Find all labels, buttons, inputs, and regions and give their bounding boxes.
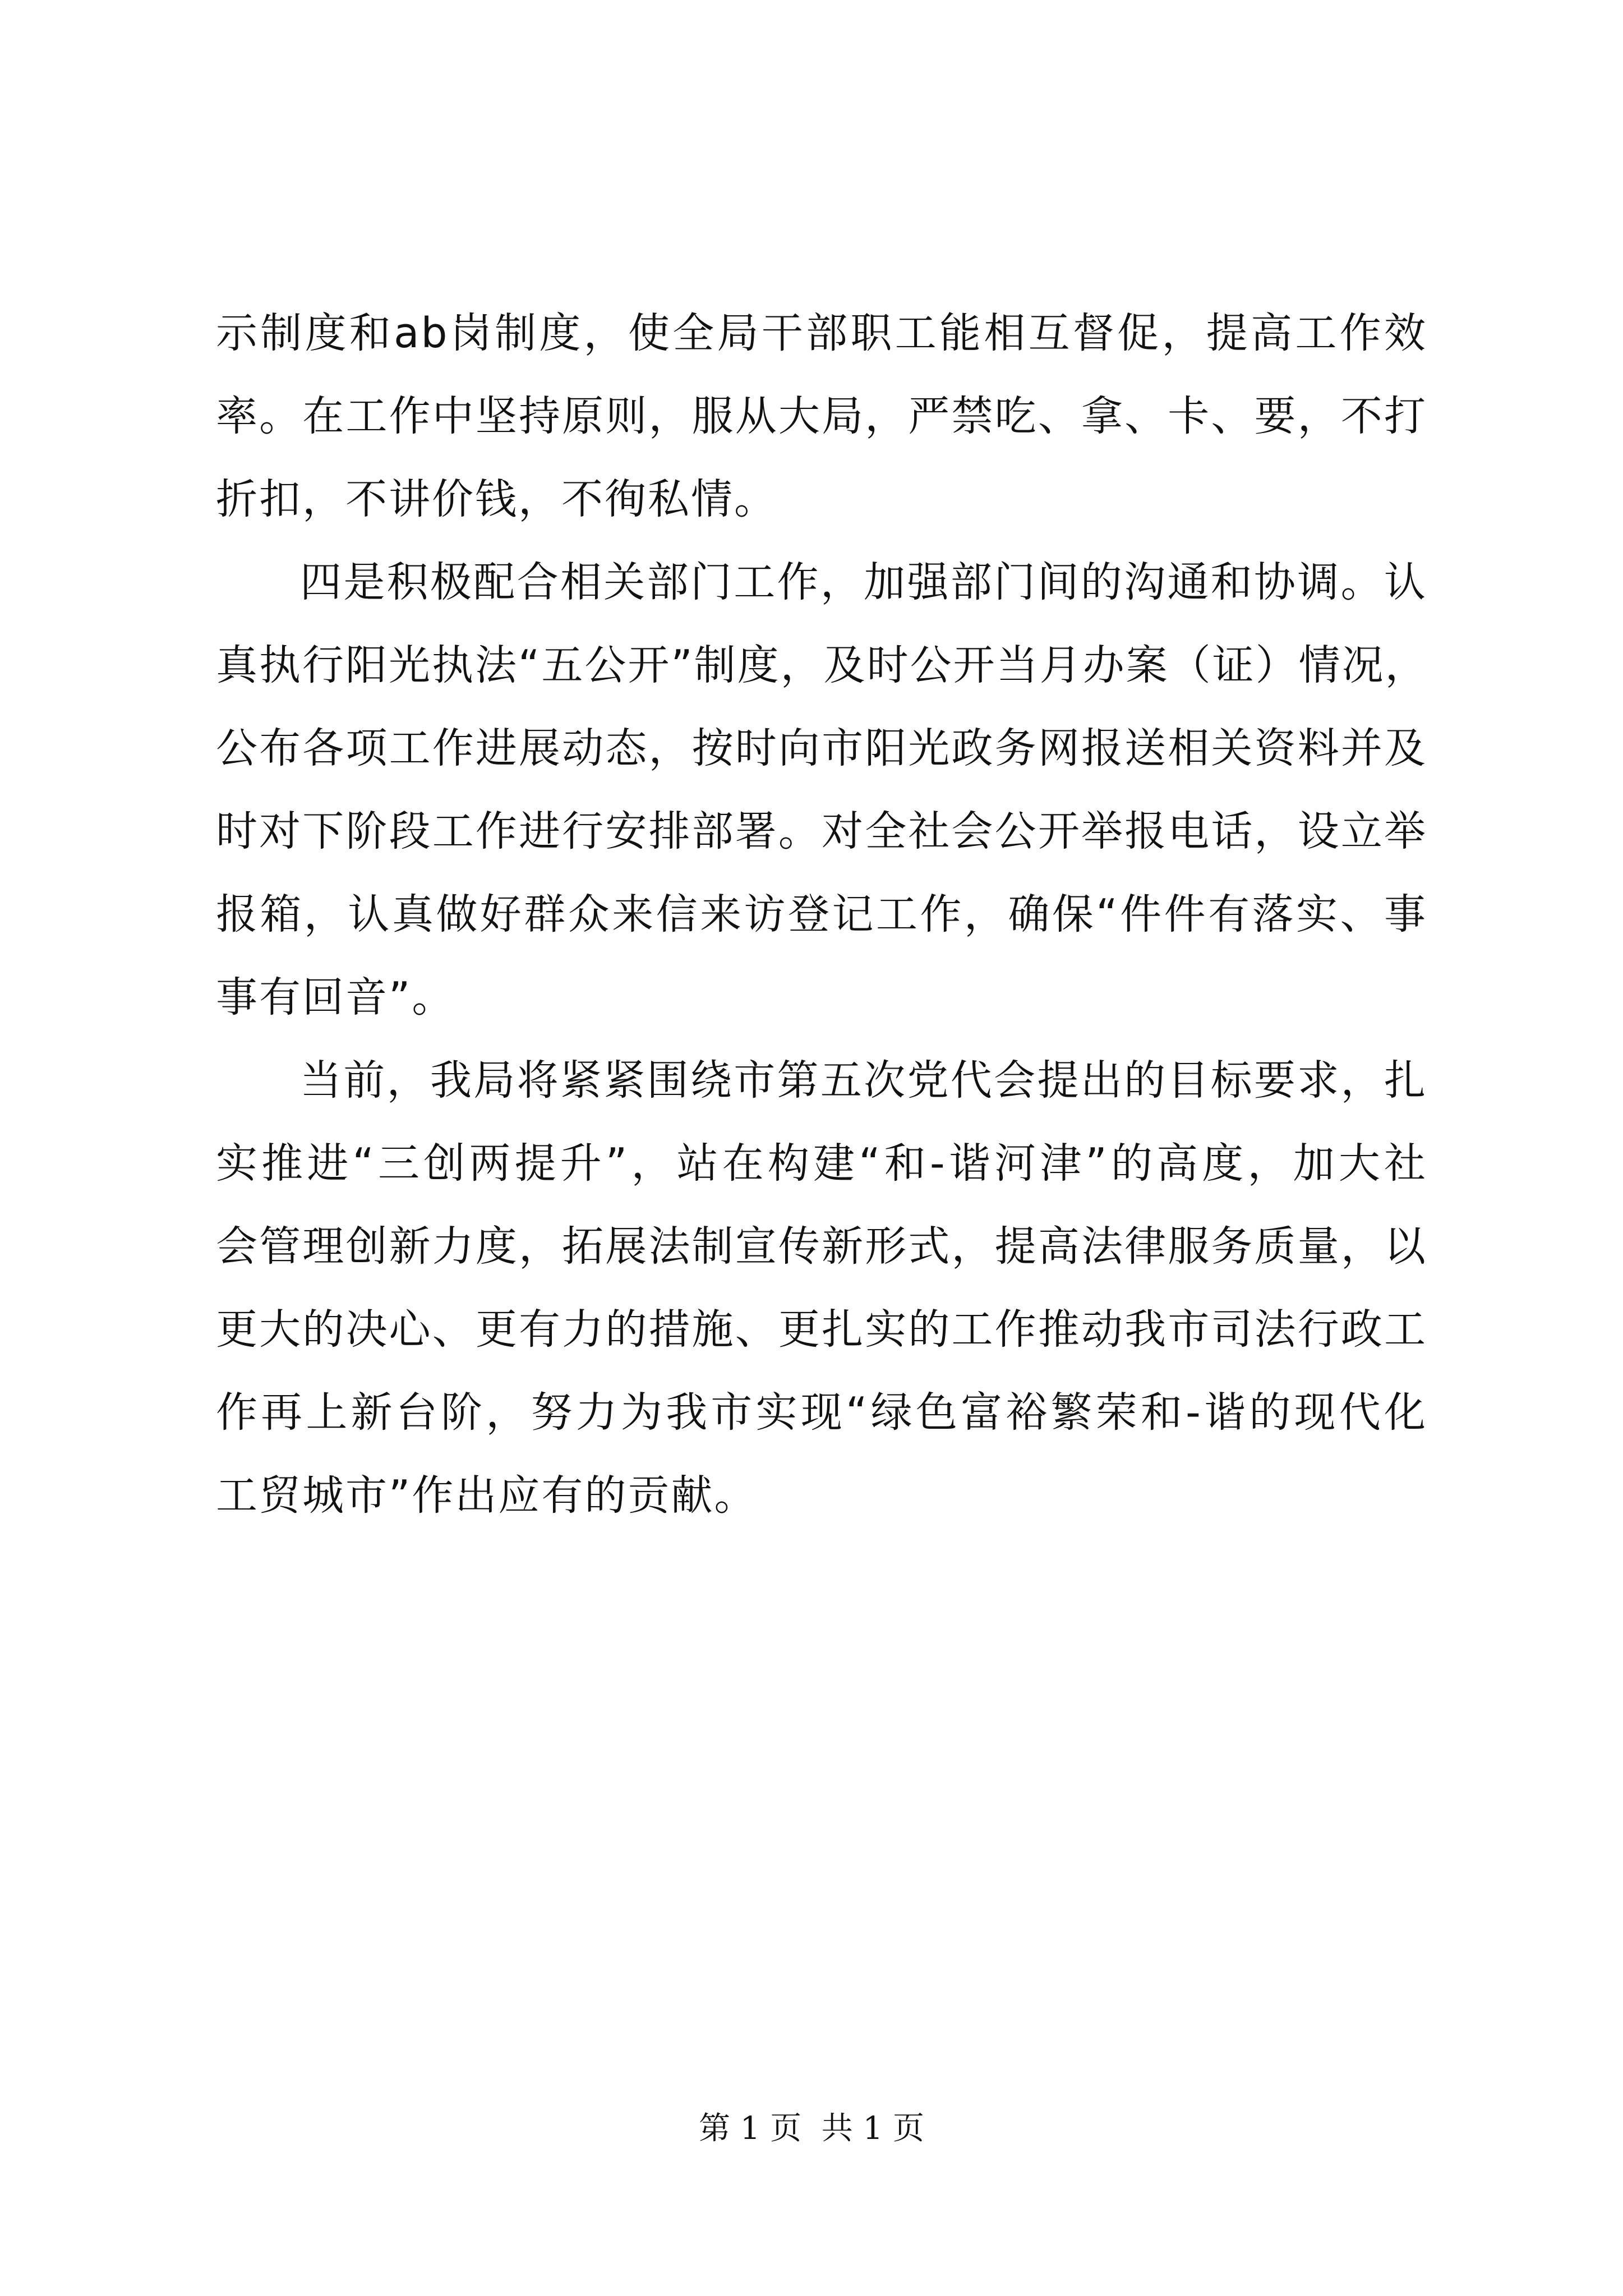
text-line: 折扣，不讲价钱，不徇私情。 <box>216 475 777 523</box>
page-number-label: 第 1 页 共 1 页 <box>698 2110 925 2147</box>
page-footer <box>0 2106 1623 2151</box>
text-line: 作再上新台阶，努力为我市实现“绿色富裕繁荣和-谐的现代化 <box>216 1388 1427 1437</box>
text-line: 事有回音”。 <box>216 973 455 1022</box>
text-line: 示制度和ab岗制度，使全局干部职工能相互督促，提高工作效 <box>216 309 1427 357</box>
document-body <box>216 292 1427 1537</box>
text-line: 报箱，认真做好群众来信来访登记工作，确保“件件有落实、事 <box>216 890 1427 938</box>
text-line: 当前，我局将紧紧围绕市第五次党代会提出的目标要求，扎 <box>300 1056 1427 1105</box>
paragraph <box>216 1039 1427 1537</box>
paragraph <box>216 541 1427 1039</box>
text-line: 四是积极配合相关部门工作，加强部门间的沟通和协调。认 <box>300 558 1427 606</box>
text-line: 率。在工作中坚持原则，服从大局，严禁吃、拿、卡、要，不打 <box>216 392 1427 440</box>
text-line: 真执行阳光执法“五公开”制度，及时公开当月办案（证）情况， <box>216 641 1428 689</box>
text-line: 工贸城市”作出应有的贡献。 <box>216 1471 758 1520</box>
text-line: 实推进“三创两提升”，站在构建“和-谐河津”的高度，加大社 <box>216 1139 1427 1188</box>
text-line: 会管理创新力度，拓展法制宣传新形式，提高法律服务质量，以 <box>216 1222 1427 1271</box>
text-line: 时对下阶段工作进行安排部署。对全社会公开举报电话，设立举 <box>216 807 1427 855</box>
text-line: 更大的决心、更有力的措施、更扎实的工作推动我市司法行政工 <box>216 1305 1427 1354</box>
text-line: 公布各项工作进展动态，按时向市阳光政务网报送相关资料并及 <box>216 724 1427 772</box>
paragraph <box>216 292 1427 541</box>
